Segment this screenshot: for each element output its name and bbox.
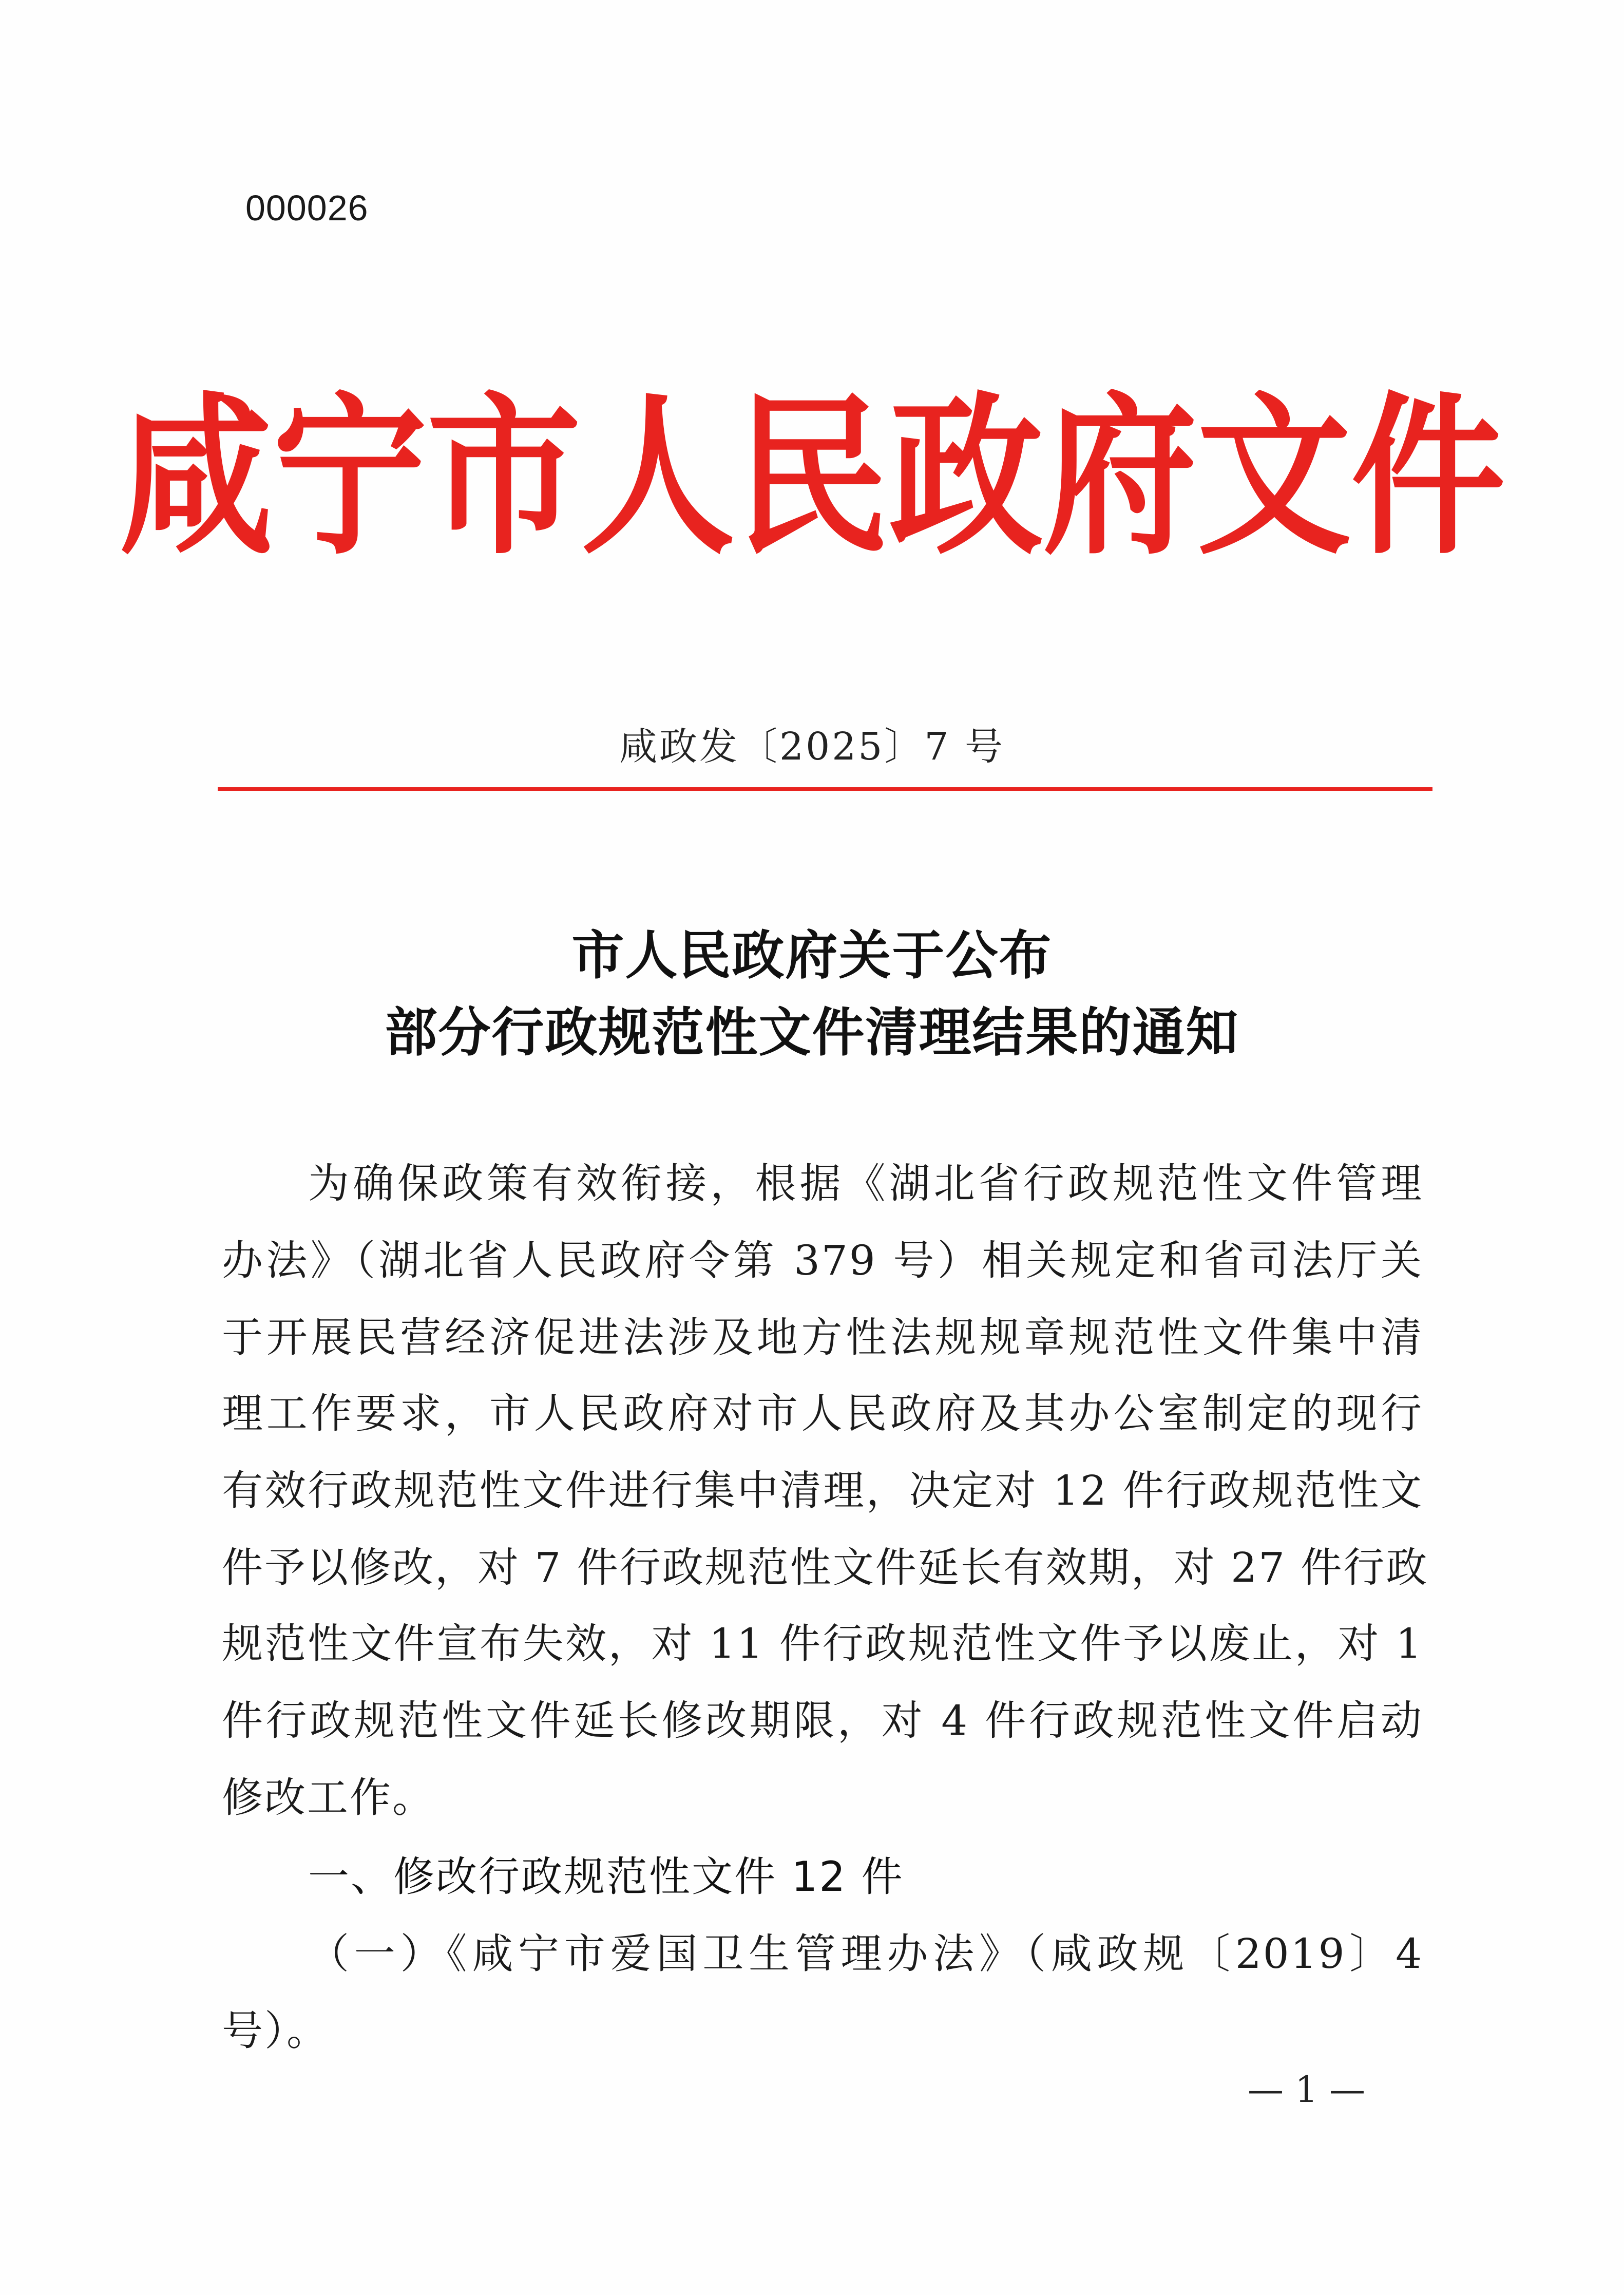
body-paragraph-line: 规范性文件宣布失效，对 11 件行政规范性文件予以废止，对 1 [222, 1620, 1423, 1667]
body-paragraph-line: 件予以修改，对 7 件行政规范性文件延长有效期，对 27 件行政 [222, 1544, 1429, 1591]
body-paragraph-line: 理工作要求，市人民政府对市人民政府及其办公室制定的现行 [222, 1390, 1423, 1437]
section-heading: 一、修改行政规范性文件 12 件 [308, 1853, 904, 1901]
red-divider-line [218, 787, 1432, 791]
list-item-line: 号）。 [222, 2007, 329, 2055]
page-number: — 1 — [1248, 2069, 1366, 2111]
masthead-title: 咸宁市人民政府文件 [119, 374, 1505, 578]
body-paragraph-line: 修改工作。 [222, 1774, 435, 1822]
body-paragraph-line: 于开展民营经济促进法涉及地方性法规规章规范性文件集中清 [222, 1314, 1423, 1361]
list-item-line: （一）《咸宁市爱国卫生管理办法》（咸政规〔2019〕4 [308, 1930, 1423, 1978]
body-paragraph-line: 有效行政规范性文件进行集中清理，决定对 12 件行政规范性文 [222, 1467, 1423, 1514]
notice-title-line-1: 市人民政府关于公布 [571, 925, 1053, 987]
notice-title-line-2: 部分行政规范性文件清理结果的通知 [385, 1002, 1239, 1064]
body-paragraph-line: 办法》（湖北省人民政府令第 379 号）相关规定和省司法厅关 [222, 1237, 1423, 1284]
body-paragraph-line: 为确保政策有效衔接，根据《湖北省行政规范性文件管理 [308, 1160, 1423, 1207]
issue-number: 咸政发〔2025〕7 号 [619, 725, 1005, 769]
document-serial-number: 000026 [245, 188, 369, 228]
body-paragraph-line: 件行政规范性文件延长修改期限，对 4 件行政规范性文件启动 [222, 1697, 1423, 1744]
